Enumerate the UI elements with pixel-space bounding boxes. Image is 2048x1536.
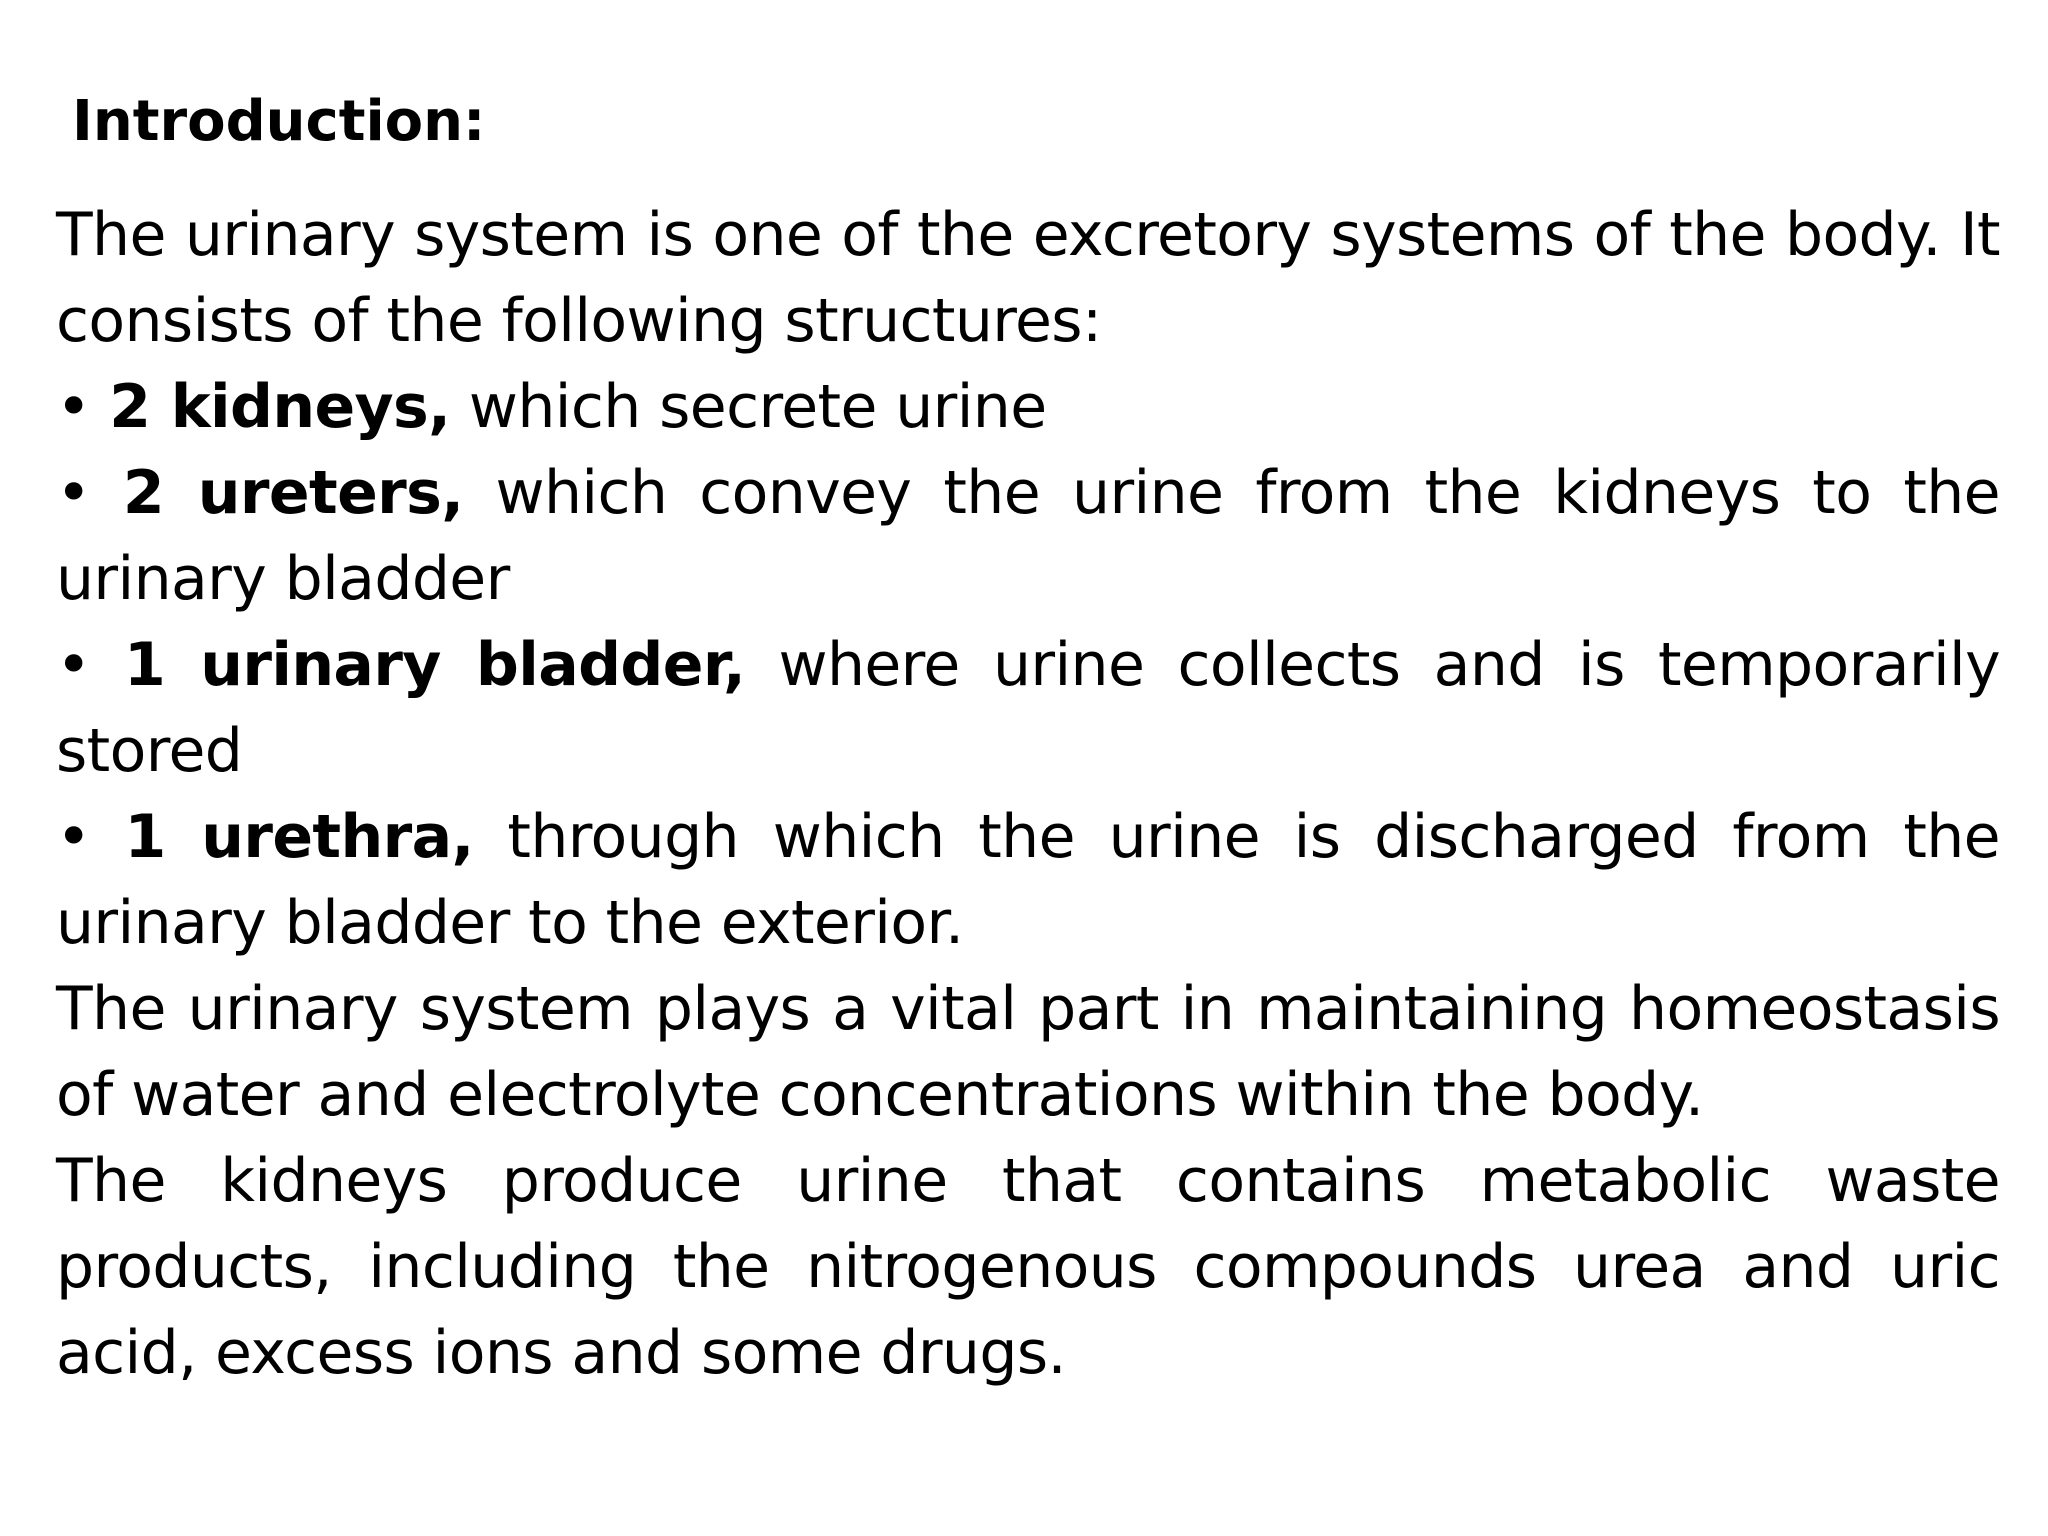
slide-title: Introduction: — [72, 89, 486, 154]
bullet-text: through which the urine is discharged from the urinary bladder to the exterior. — [56, 802, 2000, 958]
bullet-item-urinary-bladder — [56, 622, 2000, 794]
bullet-text: where urine collects and is temporarily stored — [56, 630, 2000, 786]
bullet-item-ureters — [56, 450, 2000, 622]
bullet-text: which convey the urine from the kidneys to the urinary bladder — [56, 458, 2000, 614]
bullet-icon: • — [56, 372, 91, 442]
bullet-term: 2 ureters, — [122, 458, 464, 528]
bullet-term: 1 urethra, — [124, 802, 474, 872]
bullet-text: which secrete urine — [450, 372, 1047, 442]
intro-paragraph: The urinary system is one of the excretory systems of the body. It consists of the following structures: — [56, 200, 2000, 356]
bullet-term: 1 urinary bladder, — [124, 630, 746, 700]
bullet-icon: • — [56, 802, 91, 872]
bullet-icon: • — [56, 458, 91, 528]
homeostasis-paragraph: The urinary system plays a vital part in maintaining homeostasis of water and electrolyte concentrations within the body. — [56, 974, 2000, 1130]
bullet-item-urethra — [56, 794, 2000, 966]
kidney-waste-paragraph: The kidneys produce urine that contains metabolic waste products, including the nitrogenous compounds urea and uric acid, excess ions and some drugs. — [56, 1146, 2000, 1388]
bullet-term: 2 kidneys, — [109, 372, 451, 442]
bullet-item-kidneys — [56, 364, 2000, 450]
slide-body — [56, 192, 2000, 1396]
bullet-icon: • — [56, 630, 91, 700]
